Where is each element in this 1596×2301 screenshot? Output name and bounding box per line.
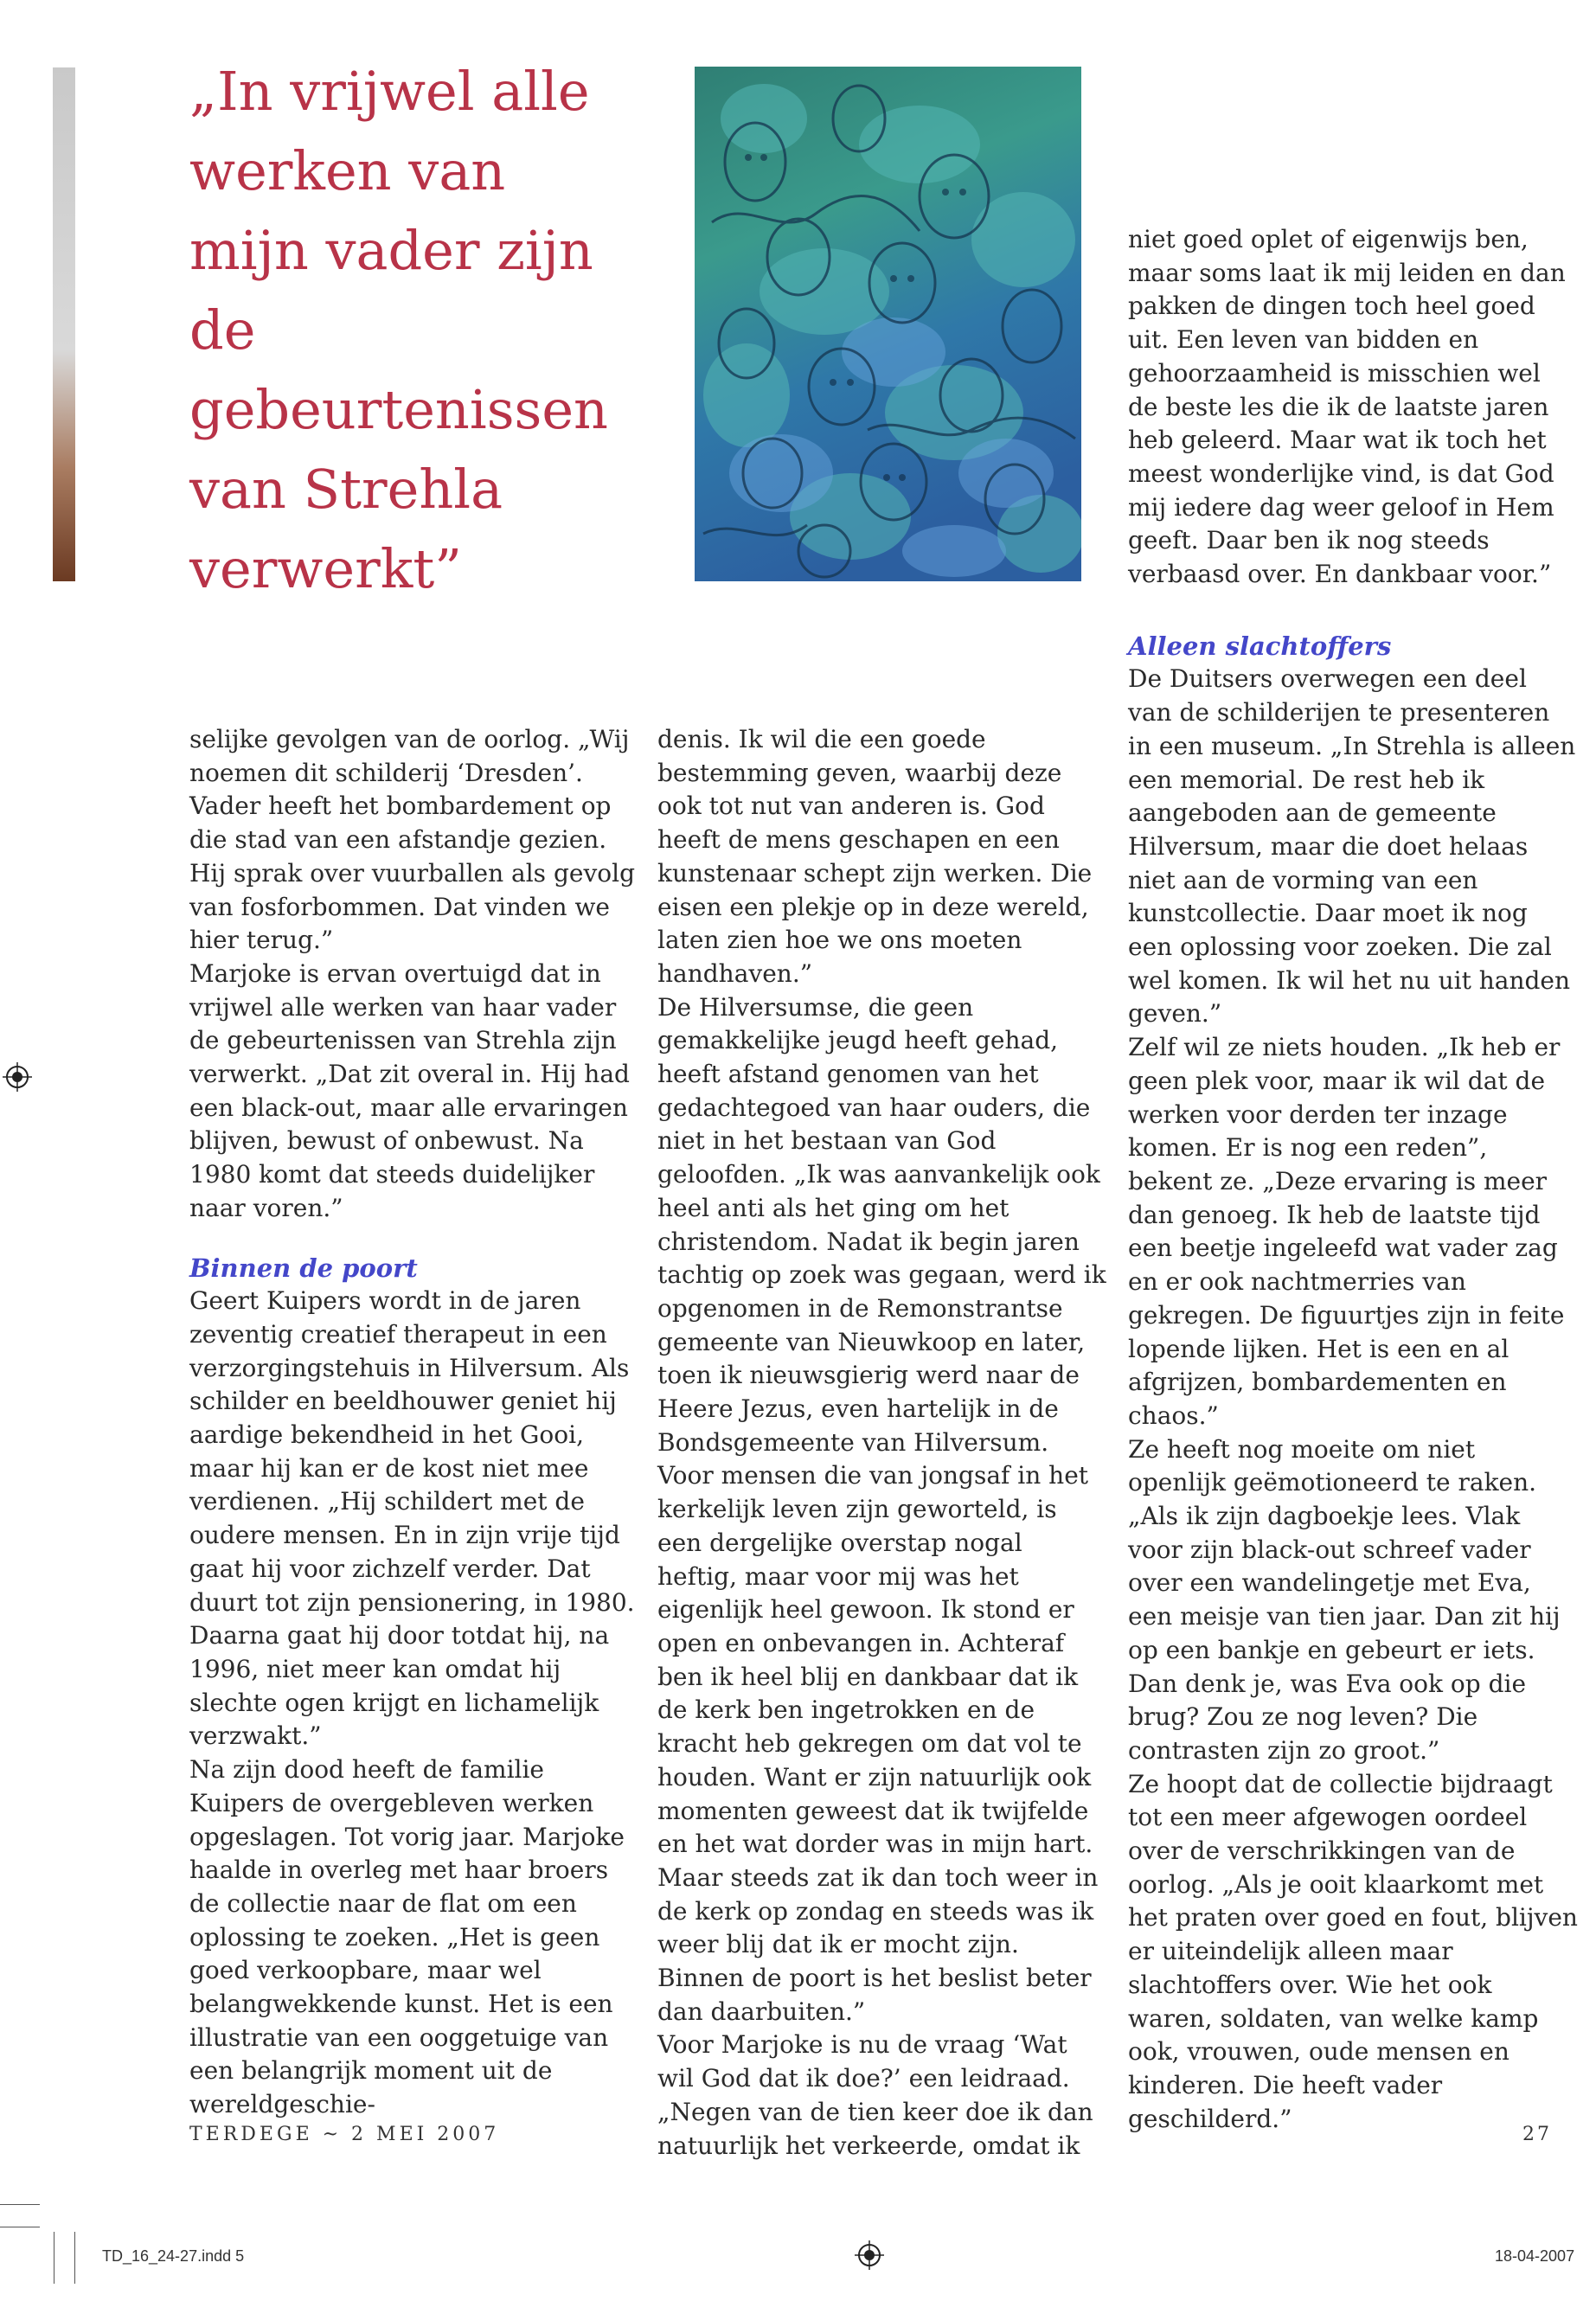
slug-date: 18-04-2007 bbox=[1495, 2247, 1575, 2265]
registration-mark-icon bbox=[3, 1062, 32, 1092]
pull-quote: „In vrijwel alle werken van mijn vader zijn de gebeurtenissen van Strehla verwerkt” bbox=[189, 60, 608, 600]
column2-paragraph-1: denis. Ik wil die een goede bestemming geven, waarbij deze ook tot nut van anderen is. God heeft de mens geschapen en een kunstenaar schept zijn werken. Die eisen een plekje op in deze wereld, laten zien hoe we ons moeten handhaven.” bbox=[657, 725, 1093, 988]
page-number: 27 bbox=[1522, 2124, 1552, 2145]
registration-mark-icon bbox=[855, 2240, 884, 2270]
section-heading-binnen-de-poort: Binnen de poort bbox=[189, 1253, 418, 1283]
column3-paragraph-3: Zelf wil ze niets houden. „Ik heb er geen plek voor, maar ik wil dat de werken voor derden ter inzage komen. Er is nog een reden”, bekent ze. „Deze ervaring is meer dan genoeg. Ik heb de laatste tijd een beetje ingeleefd wat vader zag en er ook nachtmerries van gekregen. De figuurtjes zijn in feite lopende lijken. Het is een en al afgrijzen, bombardementen en chaos.” bbox=[1128, 1033, 1565, 1430]
column2-paragraph-2: De Hilversumse, die geen gemakkelijke jeugd heeft gehad, heeft afstand genomen van het gedachtegoed van haar ouders, die niet in het bestaan van God geloofden. „Ik was aanvankelijk ook heel anti als het ging om het christendom. Nadat ik begin jaren tachtig op zoek was gegaan, werd ik opgenomen in de Remonstrantse gemeente van Nieuwkoop en later, toen ik nieuwsgierig werd naar de Heere Jezus, even hartelijk in de Bondsgemeente van Hilversum. Voor mensen die van jongsaf in het kerkelijk leven zijn geworteld, is een dergelijke overstap nogal heftig, maar voor mij was het eigenlijk heel gewoon. Ik stond er open en onbevangen in. Achteraf ben ik heel blij en dankbaar dat ik de kerk ben ingetrokken en de kracht heb gekregen om dat vol te houden. Want er zijn natuurlijk ook momenten geweest dat ik twijfelde en het wat dorder was in mijn hart. Maar steeds zat ik dan toch weer in de kerk op zondag en steeds was ik weer blij dat ik er mocht zijn. Binnen de poort is het beslist beter dan daarbuiten.” bbox=[657, 992, 1106, 2026]
article-column-2 bbox=[657, 723, 1107, 2163]
column3-paragraph-1: niet goed oplet of eigenwijs ben, maar soms laat ik mij leiden en dan pakken de dingen toch heel goed uit. Een leven van bidden en gehoorzaamheid is misschien wel de beste les die ik de laatste jaren heb geleerd. Maar wat ik toch het meest wonderlijke vind, is dat God mij iedere dag weer geloof in Hem geeft. Daar ben ik nog steeds verbaasd over. En dankbaar voor.” bbox=[1128, 225, 1566, 589]
footer-magazine: TERDEGE ~ 2 MEI 2007 bbox=[189, 2124, 500, 2145]
painting-image bbox=[695, 67, 1081, 581]
photo-strip bbox=[53, 67, 75, 581]
column3-paragraph-2: De Duitsers overwegen een deel van de schilderijen te presenteren in een museum. „In Strehla is alleen een memorial. De rest heb ik aangeboden aan de gemeente Hilversum, maar die doet helaas niet aan de vorming van een kunstcollectie. Daar moet ik nog een oplossing voor zoeken. Die zal wel komen. Ik wil het nu uit handen geven.” bbox=[1128, 664, 1576, 1029]
column1-paragraph-2: Marjoke is ervan overtuigd dat in vrijwel alle werken van haar vader de gebeurtenissen van Strehla zijn verwerkt. „Dat zit overal in. Hij had een black-out, maar alle ervaringen blijven, bewust of onbewust. Na 1980 komt dat steeds duidelijker naar voren.” bbox=[189, 958, 630, 1222]
article-column-3 bbox=[1128, 223, 1578, 2136]
section-heading-alleen-slachtoffers: Alleen slachtoffers bbox=[1128, 631, 1392, 661]
crop-mark bbox=[0, 2204, 40, 2205]
column1-paragraph-3: Geert Kuipers wordt in de jaren zeventig creatief therapeut in een verzorgingstehuis in Hilversum. Als schilder en beeldhouwer geniet hij aardige bekendheid in het Gooi, maar hij kan er de kost niet mee verdienen. „Hij schildert met de oudere mensen. En in zijn vrije tijd gaat hij voor zichzelf verder. Dat duurt tot zijn pensionering, in 1980. Daarna gaat hij door totdat hij, na 1996, niet meer kan omdat hij slechte ogen krijgt en lichamelijk verzwakt.” bbox=[189, 1286, 635, 1751]
column3-paragraph-4: Ze heeft nog moeite om niet openlijk geëmotioneerd te raken. „Als ik zijn dagboekje lees. Vlak voor zijn black-out schreef vader over een wandelingetje met Eva, een meisje van tien jaar. Dan zit hij op een bankje en gebeurt er iets. Dan denk je, was Eva ook op die brug? Zou ze nog leven? Die contrasten zijn zo groot.” bbox=[1128, 1434, 1561, 1765]
slug-filename: TD_16_24-27.indd 5 bbox=[102, 2247, 245, 2265]
column1-paragraph-1: selijke gevolgen van de oorlog. „Wij noemen dit schilderij ‘Dresden’. Vader heeft het bombardement op die stad van een afstandje gezien. Hij sprak over vuurballen als gevolg van fosforbommen. Dat vinden we hier terug.” bbox=[189, 725, 635, 955]
article-column-1 bbox=[189, 723, 639, 2122]
column2-paragraph-3: Voor Marjoke is nu de vraag ‘Wat wil God dat ik doe?’ een leidraad. „Negen van de tien keer doe ik dan natuurlijk het verkeerde, omdat ik bbox=[657, 2030, 1093, 2160]
crop-mark bbox=[74, 2232, 75, 2284]
column1-paragraph-4: Na zijn dood heeft de familie Kuipers de overgebleven werken opgeslagen. Tot vorig jaar. Marjoke haalde in overleg met haar broers de collectie naar de flat om een oplossing te zoeken. „Het is geen goed verkoopbare, maar wel belangwekkende kunst. Het is een illustratie van een ooggetuige van een belangrijk moment uit de wereldgeschie- bbox=[189, 1755, 625, 2119]
column3-paragraph-5: Ze hoopt dat de collectie bijdraagt tot een meer afgewogen oordeel over de verschrikkingen van de oorlog. „Als je ooit klaarkomt met het praten over goed en fout, blijven er uiteindelijk alleen maar slachtoffers over. Wie het ook waren, soldaten, van welke kamp ook, vrouwen, oude mensen en kinderen. Die heeft vader geschilderd.” bbox=[1128, 1769, 1578, 2133]
